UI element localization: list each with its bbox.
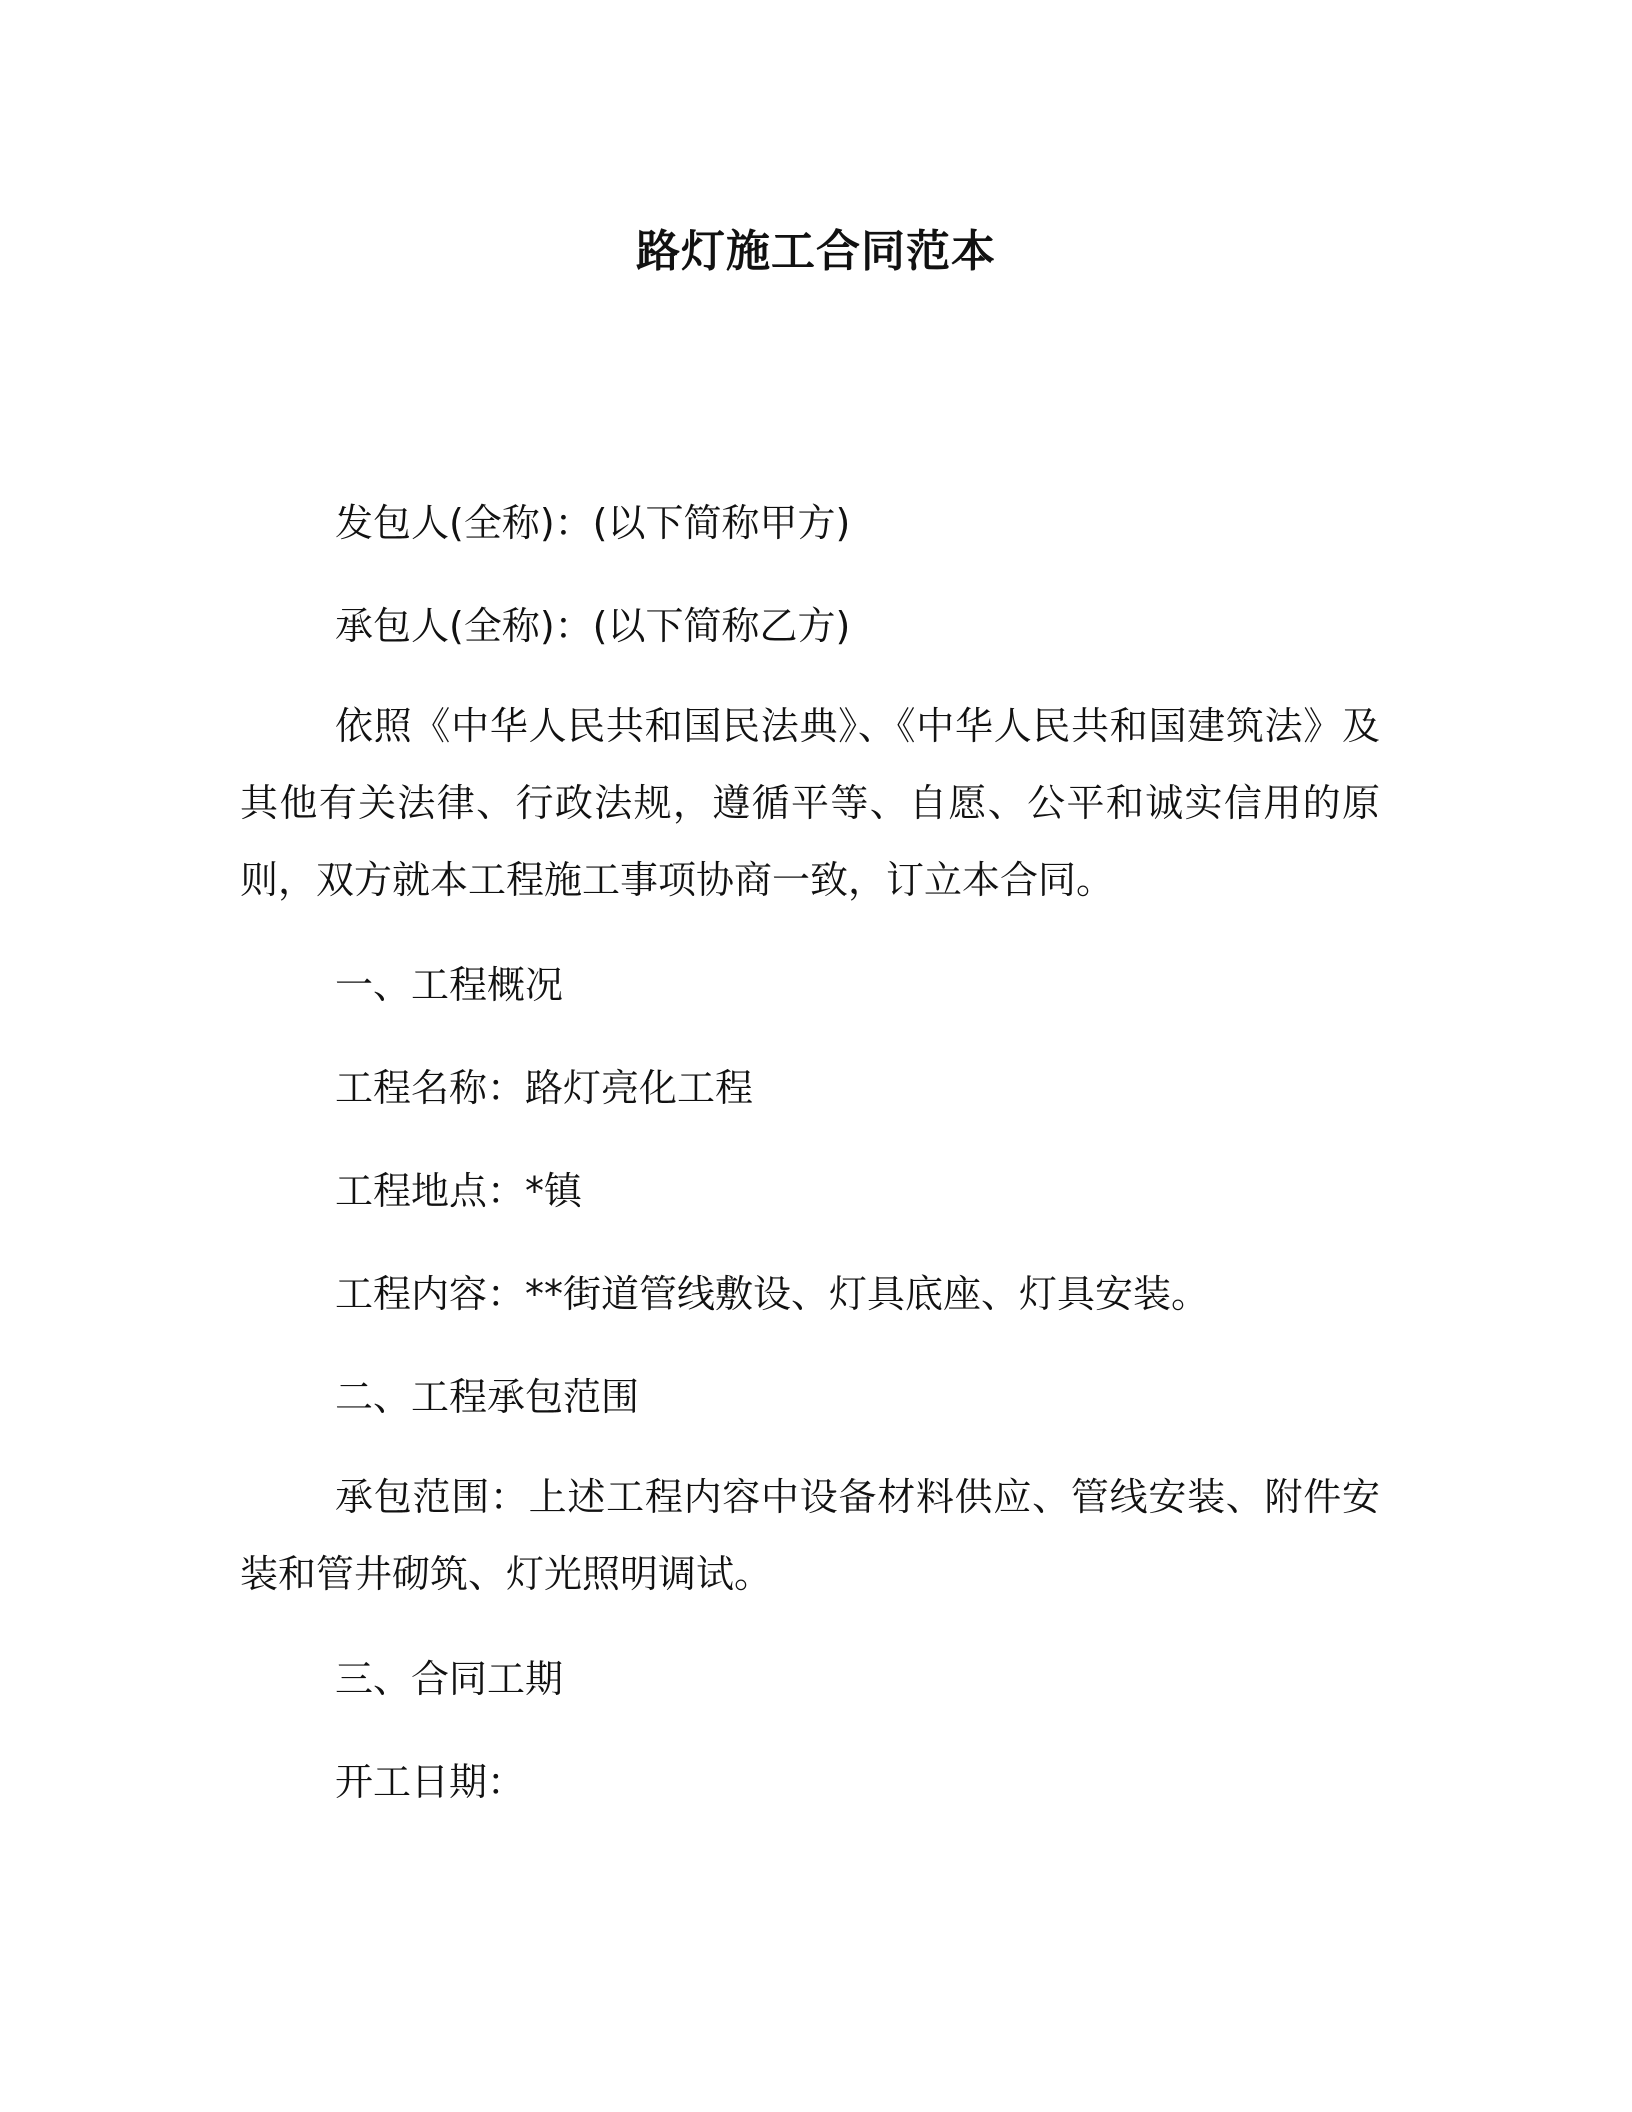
start-date-line: 开工日期： [335,1760,526,1804]
project-location-line: 工程地点：*镇 [335,1169,583,1213]
preamble-paragraph: 依照《中华人民共和国民法典》、《中华人民共和国建筑法》及其他有关法律、行政法规，遵循平等、自愿、公平和诚实信用的原则，双方就本工程施工事项协商一致，订立本合同。 [240,704,1380,902]
scope-paragraph: 承包范围：上述工程内容中设备材料供应、管线安装、附件安装和管井砌筑、灯光照明调试。 [240,1475,1380,1596]
party-b-line: 承包人(全称)：(以下简称乙方) [335,604,851,648]
project-content-line: 工程内容：**街道管线敷设、灯具底座、灯具安装。 [335,1272,1210,1316]
document-title: 路灯施工合同范本 [636,226,996,277]
section-2-heading: 二、工程承包范围 [335,1375,640,1419]
section-3-heading: 三、合同工期 [335,1657,564,1701]
project-name-line: 工程名称：路灯亮化工程 [335,1066,754,1110]
party-a-line: 发包人(全称)：(以下简称甲方) [335,501,851,545]
section-1-heading: 一、工程概况 [335,963,564,1007]
